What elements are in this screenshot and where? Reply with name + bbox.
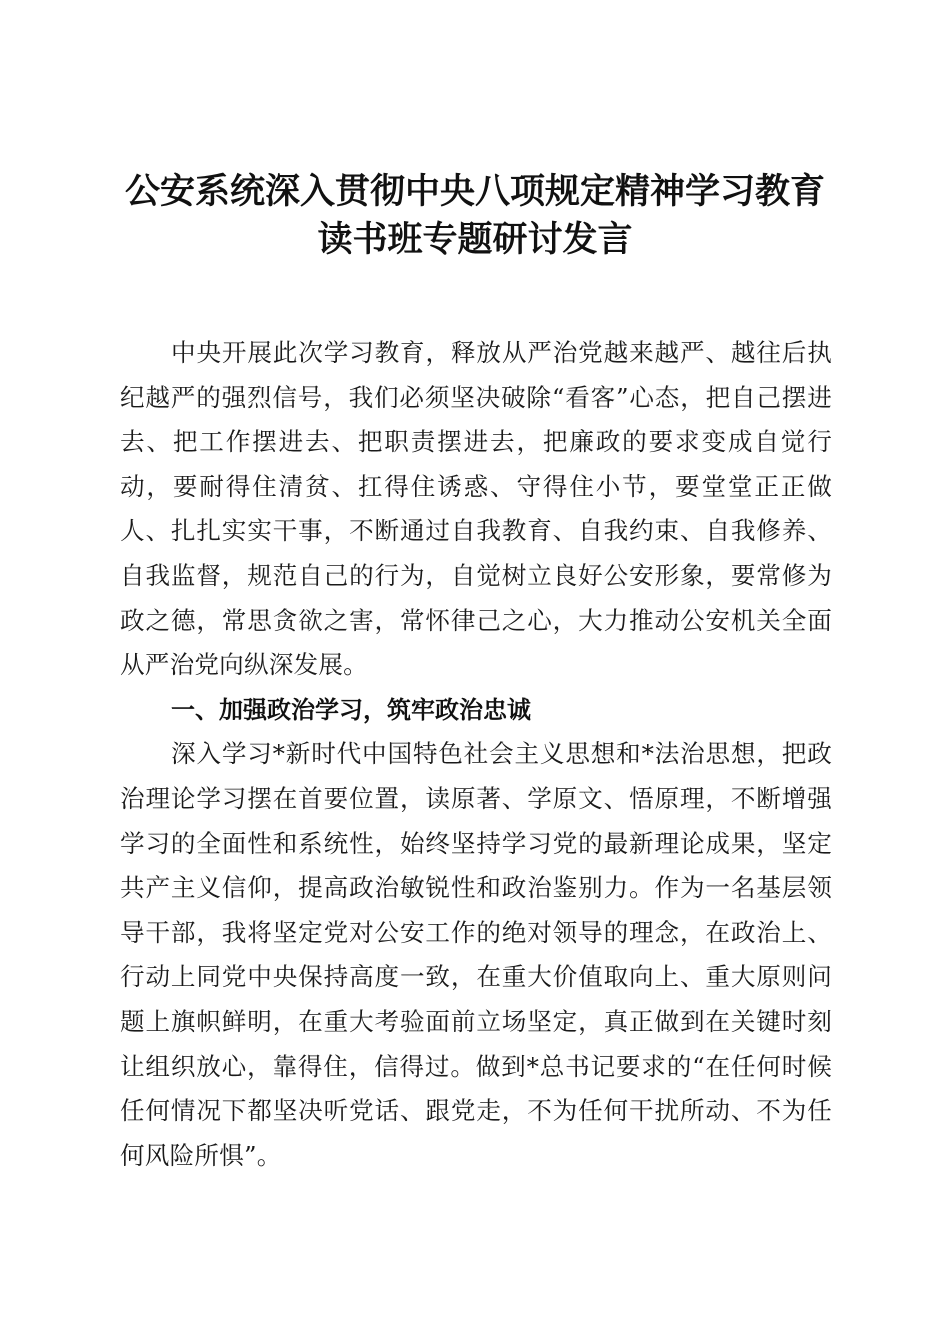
- document-body: [120, 331, 832, 1178]
- intro-paragraph: 中央开展此次学习教育，释放从严治党越来越严、越往后执纪越严的强烈信号，我们必须坚决破除“看客”心态，把自己摆进去、把工作摆进去、把职责摆进去，把廉政的要求变成自觉行动，要耐得住清贫、扛得住诱惑、守得住小节，要堂堂正正做人、扎扎实实干事，不断通过自我教育、自我约束、自我修养、自我监督，规范自己的行为，自觉树立良好公安形象，要常修为政之德，常思贪欲之害，常怀律己之心，大力推动公安机关全面从严治党向纵深发展。: [120, 338, 832, 680]
- title-line-2: 读书班专题研讨发言: [317, 219, 633, 260]
- document-title: [60, 168, 890, 264]
- section-1-heading: 一、加强政治学习，筑牢政治忠诚: [171, 695, 531, 724]
- section-1-paragraph: 深入学习*新时代中国特色社会主义思想和*法治思想，把政治理论学习摆在首要位置，读原著、学原文、悟原理，不断增强学习的全面性和系统性，始终坚持学习党的最新理论成果，坚定共产主义信仰，提高政治敏锐性和政治鉴别力。作为一名基层领导干部，我将坚定党对公安工作的绝对领导的理念，在政治上、行动上同党中央保持高度一致，在重大价值取向上、重大原则问题上旗帜鲜明，在重大考验面前立场坚定，真正做到在关键时刻让组织放心，靠得住，信得过。做到*总书记要求的“在任何时候任何情况下都坚决听党话、跟党走，不为任何干扰所动、不为任何风险所惧”。: [120, 739, 832, 1170]
- title-line-1: 公安系统深入贯彻中央八项规定精神学习教育: [124, 171, 825, 212]
